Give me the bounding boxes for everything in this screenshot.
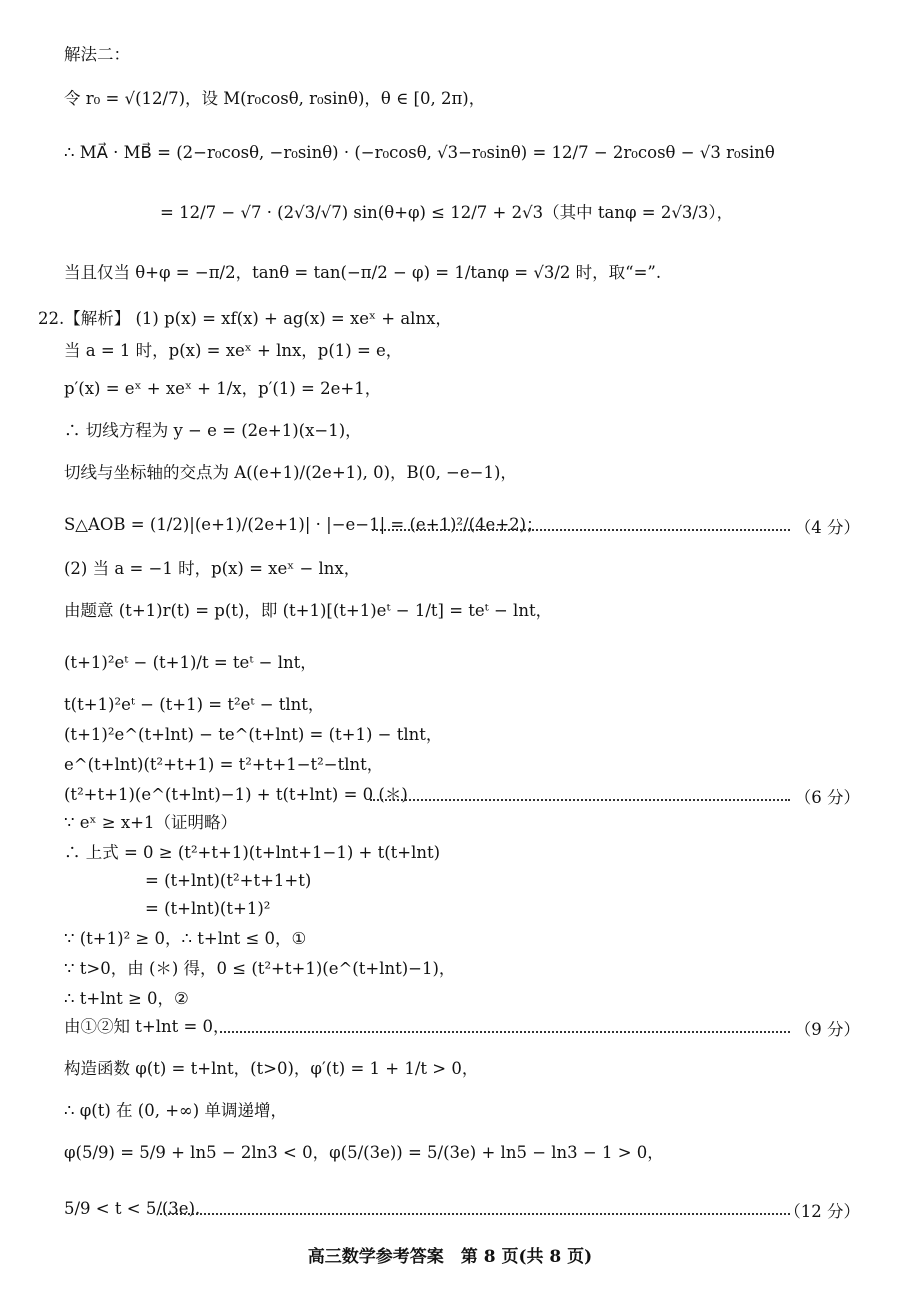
text-line: ∴ 切线方程为 y − e = (2e+1)(x−1)， — [64, 421, 362, 440]
dot-leader — [160, 1213, 790, 1215]
dot-leader — [370, 799, 790, 801]
text-line: 由①②知 t+lnt = 0， — [64, 1017, 230, 1036]
text-line: (t+1)²eᵗ − (t+1)/t = teᵗ − lnt， — [64, 653, 317, 672]
text-line: ∴ t+lnt ≥ 0，② — [64, 989, 189, 1008]
text-line: 令 r₀ = √(12/7)，设 M(r₀cosθ, r₀sinθ)，θ ∈ [0, 2π)， — [64, 89, 486, 108]
text-line: e^(t+lnt)(t²+t+1) = t²+t+1−t²−tlnt， — [64, 755, 384, 774]
text-line: (t²+t+1)(e^(t+lnt)−1) + t(t+lnt) = 0 (＊) — [64, 785, 408, 804]
page-footer: 高三数学参考答案 第 8 页(共 8 页) — [307, 1247, 593, 1267]
text-line: ∵ eˣ ≥ x+1（证明略） — [64, 813, 237, 832]
text-line: 当且仅当 θ+φ = −π/2，tanθ = tan(−π/2 − φ) = 1/tanφ = √3/2 时，取“=”. — [64, 263, 662, 282]
text-line: = (t+lnt)(t+1)² — [145, 899, 271, 918]
text-line: S△AOB = (1/2)|(e+1)/(2e+1)| · |−e−1| = (e+1)²/(4e+2)； — [64, 515, 543, 534]
text-line: 解法二： — [64, 45, 130, 64]
text-line: ∵ (t+1)² ≥ 0，∴ t+lnt ≤ 0，① — [64, 929, 307, 948]
text-line: 22.【解析】 (1) p(x) = xf(x) + ag(x) = xeˣ + alnx， — [38, 309, 452, 328]
text-line: p′(x) = eˣ + xeˣ + 1/x，p′(1) = 2e+1， — [64, 379, 382, 398]
text-line: t(t+1)²eᵗ − (t+1) = t²eᵗ − tlnt， — [64, 695, 325, 714]
text-line: 5/9 < t < 5/(3e). — [64, 1199, 201, 1218]
text-line: (t+1)²e^(t+lnt) − te^(t+lnt) = (t+1) − tlnt， — [64, 725, 443, 744]
text-line: 当 a = 1 时，p(x) = xeˣ + lnx，p(1) = e， — [64, 341, 403, 360]
text-line: φ(5/9) = 5/9 + ln5 − 2ln3 < 0，φ(5/(3e)) = 5/(3e) + ln5 − ln3 − 1 > 0， — [64, 1143, 664, 1162]
text-line: (2) 当 a = −1 时，p(x) = xeˣ − lnx， — [64, 559, 361, 578]
text-line: 切线与坐标轴的交点为 A((e+1)/(2e+1), 0)，B(0, −e−1)， — [64, 463, 517, 482]
text-line: ∴ φ(t) 在 (0, +∞) 单调递增， — [64, 1101, 287, 1120]
dot-leader — [372, 529, 790, 531]
score-mark: （6 分） — [794, 788, 860, 807]
text-line: = (t+lnt)(t²+t+1+t) — [145, 871, 312, 890]
score-mark: （4 分） — [794, 518, 860, 537]
text-line: ∴ 上式 = 0 ≥ (t²+t+1)(t+lnt+1−1) + t(t+lnt) — [64, 843, 441, 862]
text-line: 构造函数 φ(t) = t+lnt，(t>0)，φ′(t) = 1 + 1/t > 0， — [64, 1059, 479, 1078]
text-line: = 12/7 − √7 · (2√3/√7) sin(θ+φ) ≤ 12/7 + 2√3（其中 tanφ = 2√3/3）， — [160, 203, 734, 222]
text-line: 由题意 (t+1)r(t) = p(t)，即 (t+1)[(t+1)eᵗ − 1/t] = teᵗ − lnt， — [64, 601, 553, 620]
score-mark: （9 分） — [794, 1020, 860, 1039]
score-mark: （12 分） — [784, 1202, 860, 1221]
text-line: ∴ MA⃗ · MB⃗ = (2−r₀cosθ, −r₀sinθ) · (−r₀cosθ, √3−r₀sinθ) = 12/7 − 2r₀cosθ − √3 r₀sinθ — [64, 143, 775, 162]
text-line: ∵ t>0，由 (＊) 得，0 ≤ (t²+t+1)(e^(t+lnt)−1)， — [64, 959, 456, 978]
dot-leader — [220, 1031, 790, 1033]
